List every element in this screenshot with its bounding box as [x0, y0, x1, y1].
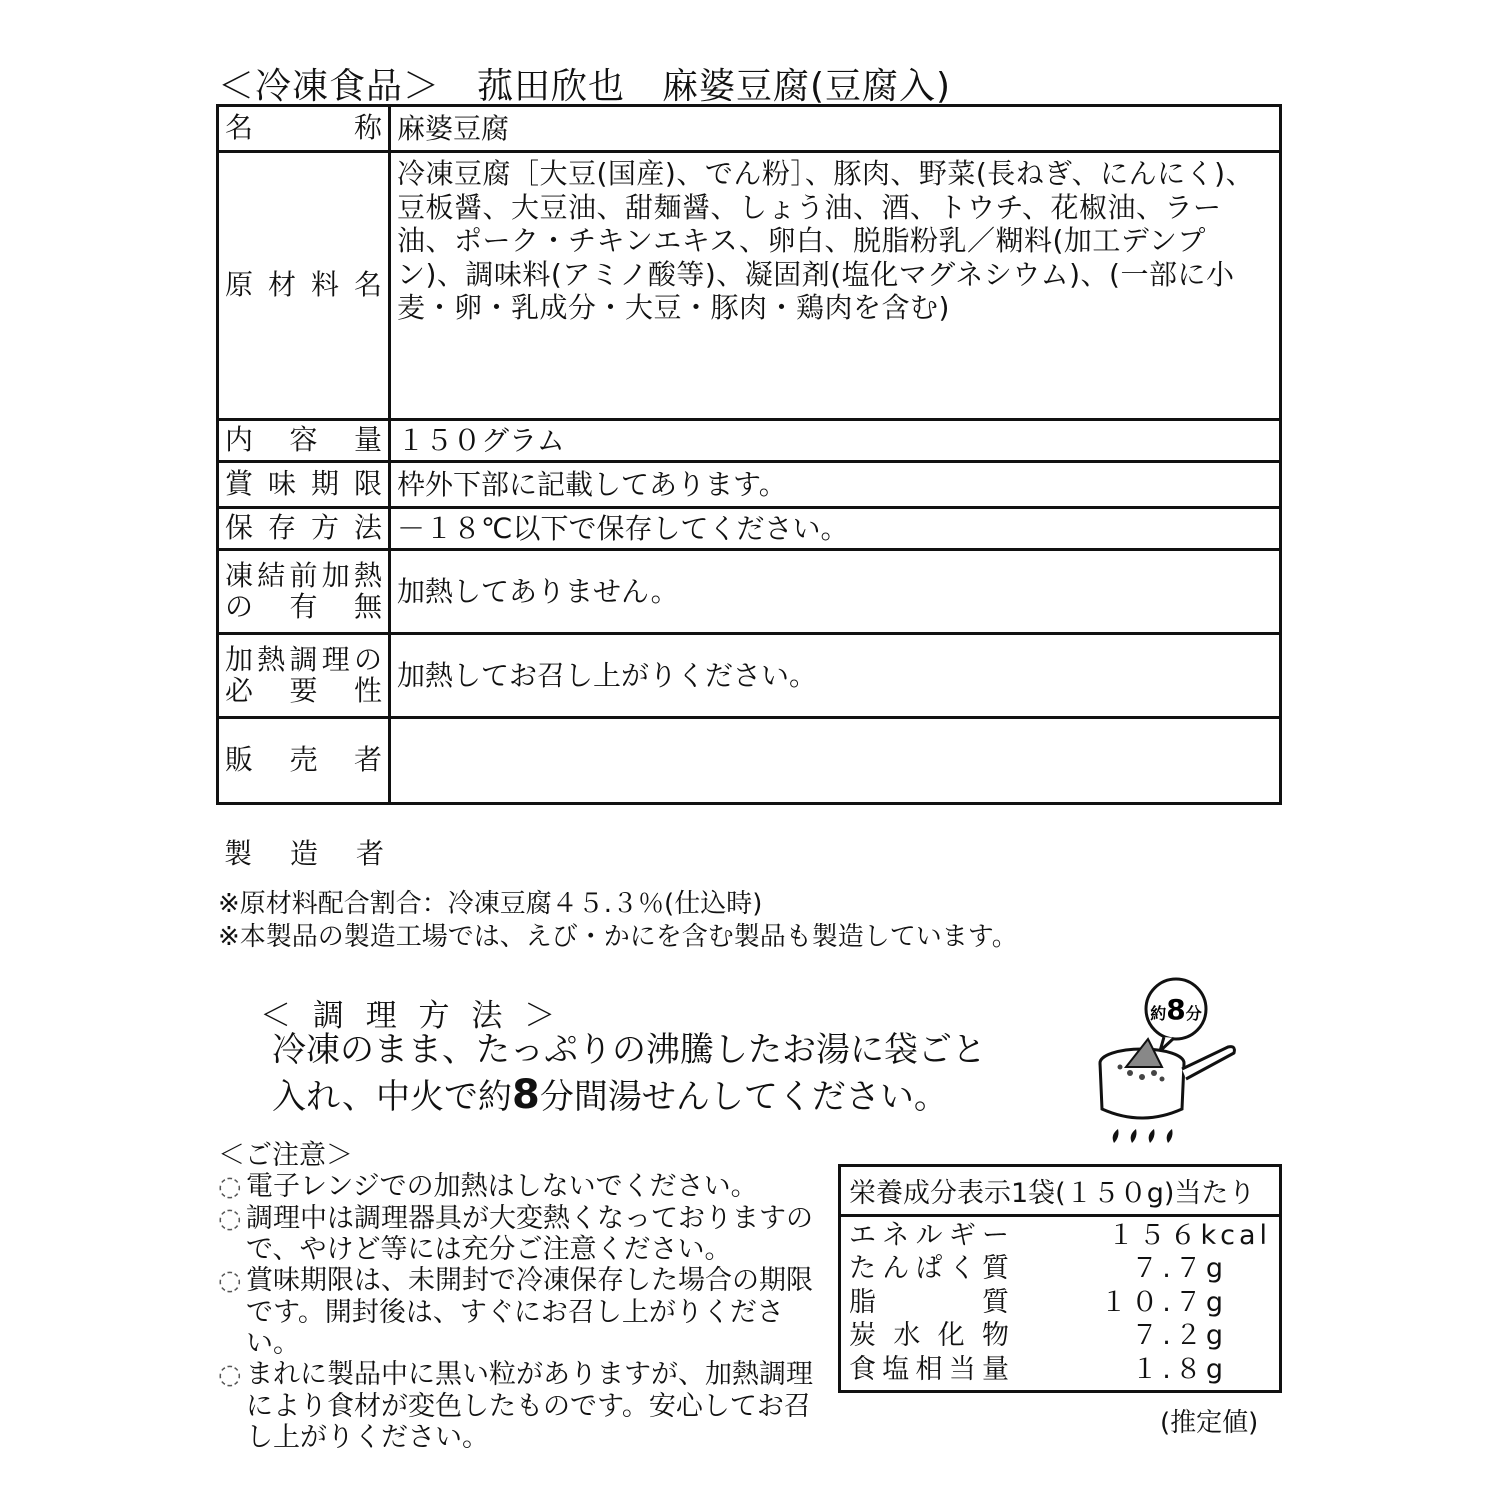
nutrition-value: １５６kcal — [1107, 1220, 1271, 1251]
value-heating-required: 加熱してお召し上がりください。 — [390, 634, 1281, 718]
row-heating-required — [218, 634, 1281, 718]
value-seller — [390, 718, 1281, 804]
caution-list — [218, 1171, 826, 1453]
bullet-icon: ◌ — [218, 1265, 242, 1297]
caution-item: ◌ 賞味期限は、未開封で冷凍保存した場合の期限です。開封後は、すぐにお召し上がりください。 — [218, 1265, 813, 1359]
nutrition-rows — [841, 1217, 1279, 1390]
value-best-before: 枠外下部に記載してあります。 — [390, 462, 1281, 508]
row-heated-before-freezing — [218, 550, 1281, 634]
boiling-pot-icon — [1090, 975, 1240, 1150]
nutrition-row-fat — [849, 1286, 1271, 1319]
cooking-instructions — [272, 1030, 1072, 1119]
header-content: 内容量 — [218, 420, 390, 462]
caution-item: ◌ 調理中は調理器具が大変熱くなっておりますので、やけど等には充分ご注意ください。 — [218, 1202, 813, 1265]
row-storage — [218, 508, 1281, 550]
caution-section — [218, 1140, 826, 1453]
header-seller: 販売者 — [218, 718, 390, 804]
nutrition-table — [838, 1164, 1282, 1393]
header-storage: 保存方法 — [218, 508, 390, 550]
nutrition-name: 脂 質 — [849, 1286, 1009, 1318]
nutrition-name: エネルギー — [849, 1220, 1009, 1251]
nutrition-name: たんぱく質 — [849, 1253, 1009, 1285]
cooking-line-2: 入れ、中火で約8分間湯せんしてください。 — [272, 1071, 948, 1118]
row-content — [218, 420, 1281, 462]
nutrition-row-protein — [849, 1252, 1271, 1285]
bullet-icon: ◌ — [218, 1171, 242, 1203]
row-seller — [218, 718, 1281, 804]
value-heated-before-freezing: 加熱してありません。 — [390, 550, 1281, 634]
nutrition-value: １.８g — [1131, 1353, 1227, 1385]
manufacturer-label: 製造者 — [224, 837, 384, 870]
caution-title: ＜ご注意＞ — [218, 1140, 353, 1171]
nutrition-row-salt — [849, 1353, 1271, 1386]
nutrition-name: 炭水化物 — [849, 1320, 1009, 1352]
header-heating-required: 加熱調理の 必要性 — [218, 634, 390, 718]
value-name: 麻婆豆腐 — [390, 106, 1281, 152]
note-allergen-factory: ※本製品の製造工場では、えび・かにを含む製品も製造しています。 — [218, 921, 1018, 952]
row-name — [218, 106, 1281, 152]
bullet-icon: ◌ — [218, 1202, 242, 1234]
label-table — [216, 104, 1282, 805]
nutrition-row-energy — [849, 1219, 1271, 1252]
cooking-title: ＜ 調 理 方 法 ＞ — [260, 998, 562, 1034]
nutrition-estimate-note: (推定値) — [1160, 1408, 1259, 1438]
caution-item: ◌ まれに製品中に黒い粒がありますが、加熱調理により食材が変色したものです。安心してお召し上がりください。 — [218, 1359, 813, 1453]
page-title: ＜冷凍食品＞ 菰田欣也 麻婆豆腐(豆腐入) — [218, 66, 952, 107]
nutrition-header: 栄養成分表示1袋(１５０g)当たり — [841, 1167, 1279, 1217]
caution-item: ◌ 電子レンジでの加熱はしないでください。 — [218, 1171, 758, 1203]
row-ingredients — [218, 152, 1281, 420]
header-ingredients: 原材料名 — [218, 152, 390, 420]
notes — [218, 888, 1018, 953]
nutrition-value: ７.７g — [1131, 1253, 1227, 1285]
header-heated-before-freezing: 凍結前加熱 の有無 — [218, 550, 390, 634]
nutrition-value: ７.２g — [1131, 1320, 1227, 1352]
nutrition-row-carbohydrate — [849, 1319, 1271, 1352]
note-ratio: ※原材料配合割合：冷凍豆腐４５.３％(仕込時) — [218, 889, 763, 919]
nutrition-value: １０.７g — [1100, 1286, 1227, 1318]
nutrition-name: 食塩相当量 — [849, 1353, 1009, 1385]
header-best-before: 賞味期限 — [218, 462, 390, 508]
value-ingredients: 冷凍豆腐［大豆(国産)、でん粉］、豚肉、野菜(長ねぎ、にんにく)、豆板醤、大豆油、甜麺醤、しょう油、酒、トウチ、花椒油、ラー油、ポーク・チキンエキス、卵白、脱脂粉乳／糊料(加工デンプン)、調味料(アミノ酸等)、凝固剤(塩化マグネシウム)、(一部に小麦・卵・乳成分・大豆・豚肉・鶏肉を含む) — [390, 152, 1281, 420]
row-best-before — [218, 462, 1281, 508]
header-name: 名 称 — [218, 106, 390, 152]
bullet-icon: ◌ — [218, 1359, 242, 1391]
value-storage: －１８℃以下で保存してください。 — [390, 508, 1281, 550]
value-content: １５０グラム — [390, 420, 1281, 462]
cooking-line-1: 冷凍のまま、たっぷりの沸騰したお湯に袋ごと — [272, 1030, 986, 1070]
svg-text:約8分: 約8分 — [1150, 993, 1202, 1026]
